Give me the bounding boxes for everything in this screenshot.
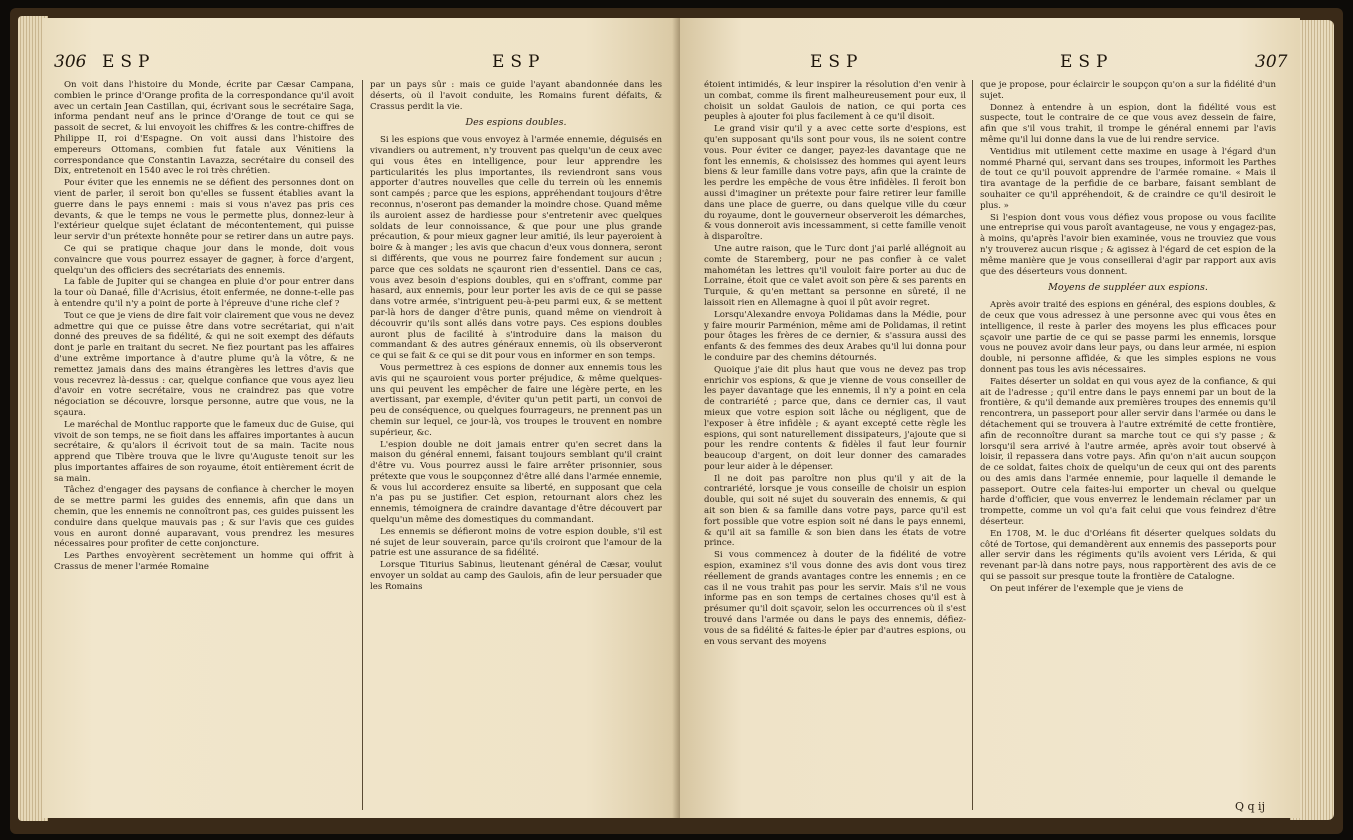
paragraph: Pour éviter que les ennemis ne se défient des personnes dont on vient de parler, il seroit bon qu'elles se fussent établies avant la guerre dans le pays ennemi : mais si vous n'avez pas pris ces devants, & que le temps ne vous le permette plus, donnez-leur à l'extérieur quelque sujet éclatant de mécontentement, qui puisse leur servir d'un prétexte honnête pour se retirer dans un autre pays.	[54, 178, 354, 243]
paragraph: Les ennemis se défieront moins de votre espion double, s'il est né sujet de leur souverain, parce qu'ils croiront que l'amour de la patrie est une assurance de sa fidélité.	[370, 526, 662, 559]
paragraph: par un pays sûr : mais ce guide l'ayant abandonnée dans les déserts, où il l'avoit conduite, les Romains furent défaits, & Crassus perdit la vie.	[370, 80, 662, 112]
paragraph: Les Parthes envoyèrent secrètement un homme qui offrit à Crassus de mener l'armée Romaine	[54, 551, 354, 573]
running-head-right: ESP	[1060, 52, 1114, 72]
paragraph: Donnez à entendre à un espion, dont la fidélité vous est suspecte, tout le contraire de ce que vous avez dessein de faire, afin que s'il vous trahit, il trompe le général ennemi par l'avis même qu'il lui donne dans la vue de lui rendre service.	[980, 102, 1276, 145]
paragraph: Ce qui se pratique chaque jour dans le monde, doit vous convaincre que vous pourrez essayer de gagner, à force d'argent, quelqu'un des officiers des secrétariats des ennemis.	[54, 243, 354, 276]
left-column-2	[370, 80, 662, 594]
paragraph: Après avoir traité des espions en général, des espions doubles, & de ceux que vous adressez à une personne avec qui vous êtes en intelligence, il reste à parler des moyens les plus efficaces pour sçavoir une partie de ce qui se passe parmi les ennemis, lorsque vous ne pouvez avoir dans leur pays, ou dans leur armée, ni espion double, ni personne affidée, & que les simples espions ne vous donnent pas tous les avis nécessaires.	[980, 300, 1276, 375]
paragraph: Faites déserter un soldat en qui vous ayez de la confiance, & qui ait de l'adresse ; qu'il entre dans le pays ennemi par un bout de la frontière, & qu'il demande aux premières troupes des ennemis qu'il rencontrera, un passeport pour aller servir dans l'armée ou dans le détachement qui se trouvera à l'autre extrémité de cette frontière, afin de reconnoître durant sa marche tout ce qui s'y passe ; & lorsqu'il sera arrivé à l'autre armée, après avoir tout observé à loisir, il repassera dans votre pays. Afin qu'on n'ait aucun soupçon de ce soldat, faites choix de quelqu'un de ceux qui ont des parents ou des amis dans l'armée ennemie, pour laquelle il demande le passeport. Outre cela faites-lui emporter un cheval ou quelque harde d'officier, que vous enverrez le lendemain réclamer par un trompette, comme un vol qu'a fait celui que vous feindrez d'être déserteur.	[980, 376, 1276, 528]
column-rule	[362, 80, 363, 810]
paragraph: Si vous commencez à douter de la fidélité de votre espion, examinez s'il vous donne des avis dont vous tirez réellement de grands avantages contre les ennemis ; en ce cas il ne vous trahit pas pour les servir. Mais s'il ne vous informe pas en son temps de certaines choses qu'il est à présumer qu'il doit sçavoir, selon les occurrences où il s'est trouvé dans l'armée ou dans le pays des ennemis, défiez-vous de sa fidélité & faites-le épier par d'autres espions, ou en vous servant des moyens	[704, 550, 966, 647]
paragraph: Si l'espion dont vous vous défiez vous propose ou vous facilite une entreprise qui vous paroît avantageuse, ne vous y engagez-pas, à moins, qu'après l'avoir bien examinée, vous ne trouviez que vous n'y trouverez aucun risque ; & agissez à l'égard de cet espion de la même manière que je vous conseillerai d'agir par rapport aux avis que des déserteurs vous donnent.	[980, 212, 1276, 277]
right-column-1	[704, 80, 966, 648]
paragraph: Lorsqu'Alexandre envoya Polidamas dans la Médie, pour y faire mourir Parménion, même ami de Polidamas, il retint pour ôtages les frères de ce dernier, & s'assura aussi des enfants & des femmes des deux Arabes qu'il lui donna pour le conduire par des chemins détournés.	[704, 309, 966, 363]
paragraph: étoient intimidés, & leur inspirer la résolution d'en venir à un combat, comme ils firent malheureusement pour eux, il choisit un soldat Gaulois de nation, ce qui porta ces peuples à ajouter foi plus facilement à ce qu'il disoit.	[704, 80, 966, 123]
paragraph: On peut inférer de l'exemple que je viens de	[990, 583, 1184, 594]
right-column-2	[980, 80, 1276, 596]
paragraph: Lorsque Titurius Sabinus, lieutenant général de Cæsar, voulut envoyer un soldat au camp des Gaulois, afin de leur persuader que les Romains	[370, 560, 662, 592]
paragraph: Tout ce que je viens de dire fait voir clairement que vous ne devez admettre qui que ce puisse être dans votre secrétariat, qui n'ait donné des preuves de sa fidélité, & qui ne soit exempt des défauts dont je parle en traitant du secret. Ne fiez pourtant pas les affaires d'une extrême importance à d'autre plume qu'à la vôtre, & ne remettez jamais dans des mains étrangères les lettres d'avis que vous recevrez là-dessus : car, quelque confiance que vous ayez lieu d'avoir en votre secrétaire, vous ne craindrez pas que votre négociation se découvre, lorsque personne, autre que vous, ne la sçaura.	[54, 310, 354, 418]
paragraph: Tâchez d'engager des paysans de confiance à chercher le moyen de se mettre parmi les guides des ennemis, afin que dans un chemin, que les ennemis ne connoîtront pas, ces guides puissent les conduire dans quelque mauvais pas ; & sur l'avis que ces guides vous en auront donné auparavant, vous prendrez les mesures nécessaires pour profiter de cette conjoncture.	[54, 485, 354, 550]
paragraph: Vous permettrez à ces espions de donner aux ennemis tous les avis qui ne sçauroient vous porter préjudice, & même quelques-uns qui peuvent les empêcher de faire une légère perte, en les avertissant, par exemple, d'éviter qu'un petit parti, un convoi de peu de conséquence, ou quelques fourrageurs, ne prennent pas un chemin sur lequel, ce jour-là, vos troupes le trouvent en nombre supérieur, &c.	[370, 362, 662, 438]
paragraph: En 1708, M. le duc d'Orléans fit déserter quelques soldats du côté de Tortose, qui demandèrent aux ennemis des passeports pour aller servir dans les régiments qu'ils avoient vers Lérida, & qui revenant par-là dans notre pays, nous rapportèrent des avis de ce qui se passoit sur presque toute la frontière de Catalogne.	[980, 528, 1276, 583]
running-head-right: ESP	[492, 52, 546, 72]
section-heading: Des espions doubles.	[465, 117, 567, 129]
paragraph: Le grand visir qu'il y a avec cette sorte d'espions, est qu'en supposant qu'ils sont pour vous, ils ne soient contre vous. Pour éviter ce danger, payez-les davantage que ne font les ennemis, & choisissez des hommes qui ayent leurs biens & leur famille dans votre pays, afin que la crainte de les perdre les empêche de vous être infidèles. Il feroit bon aussi d'imaginer un prétexte pour faire retirer leur famille dans une place de guerre, ou dans quelque ville du cœur du royaume, dont le gouverneur observeroit les démarches, & vous donneroit avis incessamment, si cette famille venoit à disparoître.	[704, 124, 966, 243]
left-column-1	[54, 80, 354, 574]
running-head-left: ESP	[810, 52, 864, 72]
paragraph: L'espion double ne doit jamais entrer qu'en secret dans la maison du général ennemi, faisant toujours semblant qu'il craint d'être vu. Vous pourrez aussi le faire arrêter prisonnier, sous prétexte que vous le soupçonnez d'être allé dans l'armée ennemie, & vous lui accorderez ensuite sa liberté, en supposant que cela n'a pas pu se justifier. Cet espion, retournant alors chez les ennemis, témoignera de craindre davantage d'être découvert par quelqu'un même des domestiques du commandant.	[370, 439, 662, 526]
paragraph: Une autre raison, que le Turc dont j'ai parlé allégnoit au comte de Staremberg, pour ne pas confier à ce valet mahométan les lettres qu'il vouloit faire porter au duc de Lorraine, étoit que ce valet avoit son père & ses parents en Turquie, & qu'en mettant sa personne en sûreté, il ne laissoit rien en Allemagne à quoi il pût avoir regret.	[704, 243, 966, 308]
column-rule	[972, 80, 973, 810]
page-number: 306	[54, 52, 87, 72]
paragraph: On voit dans l'histoire du Monde, écrite par Cæsar Campana, combien le prince d'Orange profita de la correspondance qu'il avoit avec un certain Jean Castillan, qui, écrivant sous le secrétaire Saga, informa pendant neuf ans le prince d'Orange de tout ce qui se passoit de secret, & lui envoyoit les chiffres & les contre-chiffres de Philippe II, roi d'Espagne. On voit aussi dans l'histoire des empereurs Ottomans, combien fut fatale aux Vénitiens la correspondance que Constantin Lavazza, secrétaire du conseil des Dix, entretenoit en 1540 avec le roi très chrétien.	[54, 80, 354, 177]
page-number: 307	[1255, 52, 1288, 72]
right-page	[680, 18, 1300, 818]
paragraph: Il ne doit pas paroître non plus qu'il y ait de la contrariété, lorsque je vous conseille de choisir un espion double, qui soit né sujet du souverain des ennemis, & qui ait son bien & sa famille dans votre pays, parce qu'il est fort possible que votre espion soit né dans le pays ennemi, & qu'il ait sa famille & son bien dans les états de votre prince.	[704, 473, 966, 549]
paragraph: La fable de Jupiter qui se changea en pluie d'or pour entrer dans la tour où Danaé, fille d'Acrisius, étoit enfermée, ne donne-t-elle pas à entendre qu'il n'y a point de porte à l'épreuve d'une riche clef ?	[54, 277, 354, 309]
section-heading: Moyens de suppléer aux espions.	[1048, 282, 1208, 294]
running-head-left: ESP	[102, 52, 156, 72]
paragraph: Quoique j'aie dit plus haut que vous ne devez pas trop enrichir vos espions, & que je vienne de vous conseiller de les payer davantage que les ennemis, il n'y a point en cela de contrariété ; parce que, dans ce dernier cas, il vaut mieux que votre espion soit lâche ou négligent, que de l'exposer à être infidèle ; & ayant excepté cette règle les espions, qui sont naturellement dissipateurs, j'ajoute que si pour les rendre contents & fidèles il faut leur fournir beaucoup d'argent, on doit leur donner des camarades pour leur aider à le dépenser.	[704, 364, 966, 472]
paragraph: que je propose, pour éclaircir le soupçon qu'on a sur la fidélité d'un sujet.	[980, 80, 1276, 101]
paragraph: Le maréchal de Montluc rapporte que le fameux duc de Guise, qui vivoit de son temps, ne se fioit dans les affaires importantes à aucun secrétaire, & qu'alors il écrivoit tout de sa main. Tacite nous apprend que Tibère trouva que le livre qu'Auguste tenoit sur les plus importantes affaires de son royaume, étoit entièrement écrit de sa main.	[54, 419, 354, 484]
paragraph: Si les espions que vous envoyez à l'armée ennemie, déguisés en vivandiers ou autrement, n'y trouvent pas quelqu'un de ceux avec qui vous êtes en intelligence, pour leur apprendre les particularités les plus importantes, ils reviendront sans vous apporter d'autres nouvelles que celle du terrein où les ennemis sont campés ; parce que les espions, appréhendant toujours d'être reconnus, n'oseront pas demander la moindre chose. Quand même ils auroient assez de hardiesse pour s'entretenir avec quelques soldats de leur connoissance, & que pour une plus grande précaution, & pour mieux gagner leur amitié, ils leur payeroient à boire & à manger ; les avis que chacun d'eux vous donnera, seront si différents, que vous ne pourrez faire fondement sur aucun ; parce que ces soldats ne sçauront rien d'essentiel. Dans ce cas, vous avez besoin d'espions doubles, qui en s'offrant, comme par hasard, aux ennemis, pour leur porter les avis de ce qui se passe dans votre armée, s'intriguent peu-à-peu parmi eux, & se mettent par-là hors de danger d'être punis, quand même on viendroit à découvrir qu'ils sont allés dans votre pays. Ces espions doubles auront plus de facilité à s'introduire dans la maison du commandant & des autres généraux ennemis, où ils observeront ce qui se fait & ce qui se dit pour vous en informer en son temps.	[370, 135, 662, 362]
left-page	[42, 18, 682, 818]
paragraph: Ventidius mit utilement cette maxime en usage à l'égard d'un nommé Pharné qui, servant dans ses troupes, informoit les Parthes de tout ce qu'il pouvoit apprendre de l'armée romaine. « Mais il tira avantage de la perfidie de ce barbare, faisant semblant de souhaiter ce qu'il appréhendoit, & de craindre ce qu'il desiroit le plus. »	[980, 146, 1276, 211]
signature-mark: Q q ij	[1235, 800, 1265, 813]
